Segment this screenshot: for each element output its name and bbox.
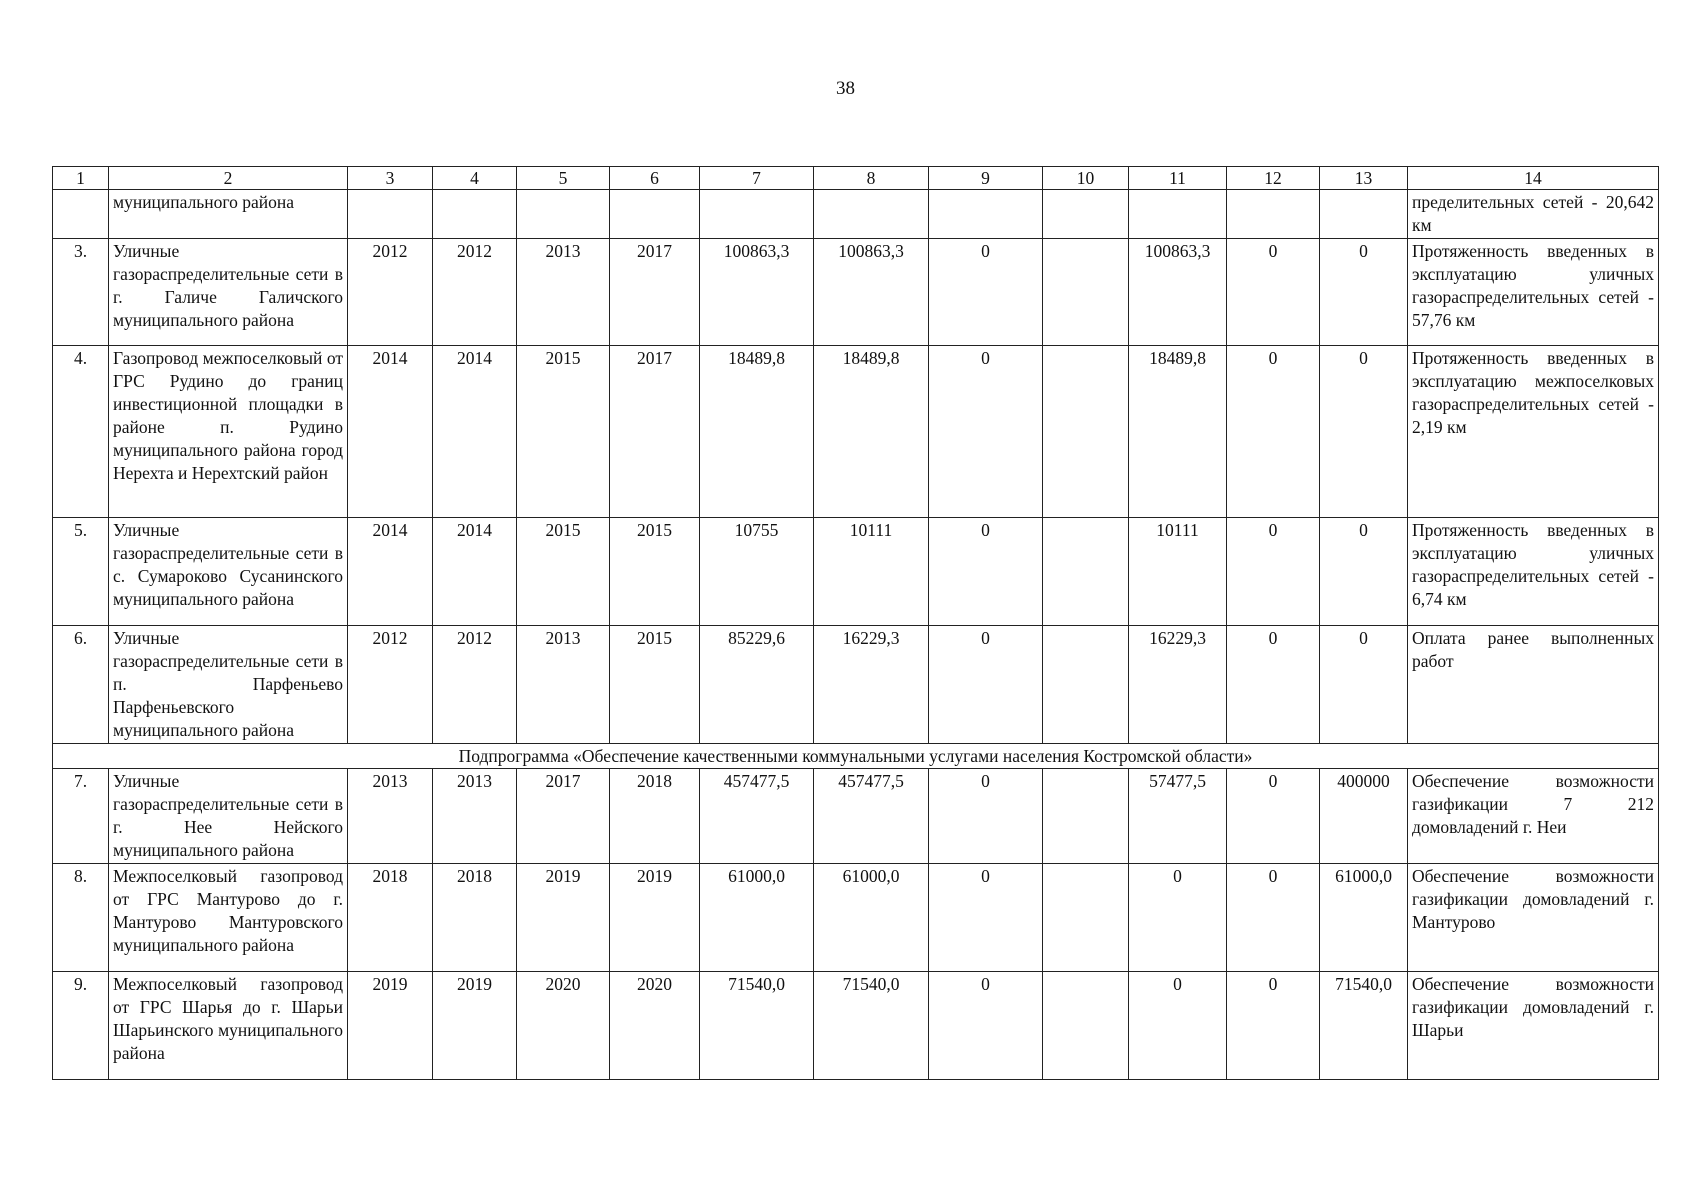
column-number: 7 xyxy=(700,167,814,190)
amount-cell: 0 xyxy=(1227,769,1320,864)
expected-result: Обеспечение возможности газификации домовладений г. Мантурово xyxy=(1408,864,1659,972)
row-number: 5. xyxy=(53,518,109,626)
row-number: 9. xyxy=(53,972,109,1080)
expected-result: Обеспечение возможности газификации 7 212 домовладений г. Неи xyxy=(1408,769,1659,864)
year-cell: 2013 xyxy=(517,239,610,346)
amount-cell: 18489,8 xyxy=(1129,346,1227,518)
row-number: 7. xyxy=(53,769,109,864)
year-cell: 2018 xyxy=(433,864,517,972)
column-number: 13 xyxy=(1320,167,1408,190)
amount-cell xyxy=(1043,626,1129,744)
column-number: 3 xyxy=(348,167,433,190)
amount-cell: 10111 xyxy=(1129,518,1227,626)
column-number: 4 xyxy=(433,167,517,190)
amount-cell: 0 xyxy=(1320,626,1408,744)
amount-cell: 0 xyxy=(1320,346,1408,518)
expected-result: пределительных сетей - 20,642 км xyxy=(1408,190,1659,239)
amount-cell: 18489,8 xyxy=(814,346,929,518)
amount-cell xyxy=(1043,239,1129,346)
column-number: 5 xyxy=(517,167,610,190)
expected-result: Протяженность введенных в эксплуатацию уличных газораспределительных сетей - 6,74 км xyxy=(1408,518,1659,626)
amount-cell: 0 xyxy=(1227,239,1320,346)
year-cell: 2020 xyxy=(517,972,610,1080)
row-number: 4. xyxy=(53,346,109,518)
year-cell: 2012 xyxy=(348,626,433,744)
amount-cell: 18489,8 xyxy=(700,346,814,518)
amount-cell: 0 xyxy=(929,864,1043,972)
column-number-row xyxy=(53,167,1659,190)
expected-result: Обеспечение возможности газификации домовладений г. Шарьи xyxy=(1408,972,1659,1080)
year-cell: 2017 xyxy=(517,769,610,864)
object-name: муниципального района xyxy=(109,190,348,239)
amount-cell: 10111 xyxy=(814,518,929,626)
year-cell: 2012 xyxy=(433,239,517,346)
amount-cell: 0 xyxy=(929,239,1043,346)
amount-cell xyxy=(1043,518,1129,626)
amount-cell: 61000,0 xyxy=(814,864,929,972)
row-number: 6. xyxy=(53,626,109,744)
amount-cell: 0 xyxy=(929,972,1043,1080)
amount-cell: 10755 xyxy=(700,518,814,626)
year-cell: 2019 xyxy=(610,864,700,972)
column-number: 11 xyxy=(1129,167,1227,190)
year-cell: 2013 xyxy=(348,769,433,864)
table-row xyxy=(53,239,1659,346)
column-number: 14 xyxy=(1408,167,1659,190)
row-number: 8. xyxy=(53,864,109,972)
expected-result: Протяженность введенных в эксплуатацию уличных газораспределительных сетей - 57,76 км xyxy=(1408,239,1659,346)
amount-cell: 0 xyxy=(1227,626,1320,744)
amount-cell: 100863,3 xyxy=(1129,239,1227,346)
amount-cell: 0 xyxy=(929,769,1043,864)
column-number: 9 xyxy=(929,167,1043,190)
subprogram-title: Подпрограмма «Обеспечение качественными коммунальными услугами населения Костромской области» xyxy=(53,744,1659,769)
object-name: Уличные газораспределительные сети в г. Нее Нейского муниципального района xyxy=(109,769,348,864)
year-cell: 2015 xyxy=(610,518,700,626)
amount-cell: 0 xyxy=(929,518,1043,626)
year-cell: 2013 xyxy=(433,769,517,864)
amount-cell: 71540,0 xyxy=(700,972,814,1080)
amount-cell: 0 xyxy=(1227,972,1320,1080)
column-number: 2 xyxy=(109,167,348,190)
row-number: 3. xyxy=(53,239,109,346)
amount-cell: 457477,5 xyxy=(700,769,814,864)
page-number: 38 xyxy=(836,78,855,99)
amount-cell: 61000,0 xyxy=(700,864,814,972)
amount-cell: 100863,3 xyxy=(700,239,814,346)
subprogram-row xyxy=(53,744,1659,769)
year-cell: 2015 xyxy=(517,518,610,626)
amount-cell: 400000 xyxy=(1320,769,1408,864)
year-cell: 2012 xyxy=(433,626,517,744)
expected-result: Оплата ранее выполненных работ xyxy=(1408,626,1659,744)
table-row xyxy=(53,769,1659,864)
amount-cell xyxy=(1043,769,1129,864)
amount-cell: 0 xyxy=(1227,518,1320,626)
amount-cell: 0 xyxy=(1129,972,1227,1080)
object-name: Уличные газораспределительные сети в п. Парфеньево Парфеньевского муниципального района xyxy=(109,626,348,744)
table-row xyxy=(53,972,1659,1080)
amount-cell: 457477,5 xyxy=(814,769,929,864)
year-cell: 2020 xyxy=(610,972,700,1080)
amount-cell: 0 xyxy=(1227,346,1320,518)
year-cell: 2018 xyxy=(610,769,700,864)
amount-cell: 71540,0 xyxy=(1320,972,1408,1080)
amount-cell: 71540,0 xyxy=(814,972,929,1080)
amount-cell: 0 xyxy=(929,346,1043,518)
amount-cell: 16229,3 xyxy=(1129,626,1227,744)
year-cell: 2019 xyxy=(517,864,610,972)
column-number: 8 xyxy=(814,167,929,190)
year-cell: 2017 xyxy=(610,239,700,346)
object-name: Уличные газораспределительные сети в г. Галиче Галичского муниципального района xyxy=(109,239,348,346)
program-table xyxy=(52,166,1659,1080)
year-cell: 2013 xyxy=(517,626,610,744)
year-cell: 2014 xyxy=(348,346,433,518)
amount-cell: 57477,5 xyxy=(1129,769,1227,864)
year-cell: 2019 xyxy=(348,972,433,1080)
year-cell: 2015 xyxy=(517,346,610,518)
object-name: Уличные газораспределительные сети в с. Сумароково Сусанинского муниципального района xyxy=(109,518,348,626)
object-name: Межпоселковый газопровод от ГРС Шарья до г. Шарьи Шарьинского муниципального района xyxy=(109,972,348,1080)
column-number: 12 xyxy=(1227,167,1320,190)
object-name: Газопровод межпоселковый от ГРС Рудино до границ инвестиционной площадки в районе п. Рудино муниципального района город Нерехта и Нерехтский район xyxy=(109,346,348,518)
year-cell: 2012 xyxy=(348,239,433,346)
year-cell: 2015 xyxy=(610,626,700,744)
year-cell: 2014 xyxy=(433,346,517,518)
amount-cell: 100863,3 xyxy=(814,239,929,346)
table-row xyxy=(53,864,1659,972)
amount-cell xyxy=(1043,864,1129,972)
year-cell: 2019 xyxy=(433,972,517,1080)
column-number: 6 xyxy=(610,167,700,190)
table-row-continuation xyxy=(53,190,1659,239)
year-cell: 2014 xyxy=(433,518,517,626)
object-name: Межпоселковый газопровод от ГРС Мантурово до г. Мантурово Мантуровского муниципального района xyxy=(109,864,348,972)
amount-cell: 85229,6 xyxy=(700,626,814,744)
table-row xyxy=(53,518,1659,626)
table-row xyxy=(53,346,1659,518)
column-number: 1 xyxy=(53,167,109,190)
column-number: 10 xyxy=(1043,167,1129,190)
amount-cell: 0 xyxy=(1320,518,1408,626)
amount-cell: 16229,3 xyxy=(814,626,929,744)
table-row xyxy=(53,626,1659,744)
year-cell: 2018 xyxy=(348,864,433,972)
amount-cell: 0 xyxy=(1227,864,1320,972)
year-cell: 2017 xyxy=(610,346,700,518)
amount-cell: 0 xyxy=(929,626,1043,744)
expected-result: Протяженность введенных в эксплуатацию межпоселковых газораспределительных сетей - 2,19 км xyxy=(1408,346,1659,518)
amount-cell: 61000,0 xyxy=(1320,864,1408,972)
amount-cell xyxy=(1043,346,1129,518)
amount-cell: 0 xyxy=(1129,864,1227,972)
amount-cell: 0 xyxy=(1320,239,1408,346)
amount-cell xyxy=(1043,972,1129,1080)
year-cell: 2014 xyxy=(348,518,433,626)
